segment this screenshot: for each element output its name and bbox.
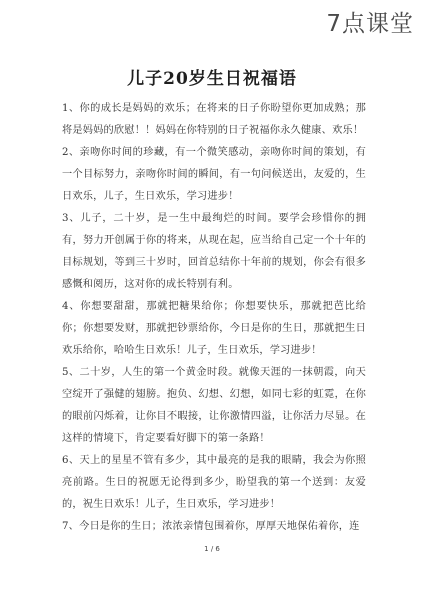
- paragraph-5: 5、二十岁，人生的第一个黄金时段。就像天涯的一抹朝霞，向天空绽开了强健的翅膀。抱负、幻想、幻想，如同七彩的虹霓，在你的眼前闪烁着，让你目不暇接，让你激情四溢，让你活力尽显。在这样的情境下，肯定要看好脚下的第一条路！: [62, 367, 366, 444]
- paragraph-1: 1、你的成长是妈妈的欢乐；在将来的日子你盼望你更加成熟；那将是妈妈的欣慰！！妈妈在你特别的日子祝福你永久健康、欢乐！: [62, 103, 366, 136]
- paragraph-7: 7、今日是你的生日；浓浓亲情包围着你，厚厚天地保佑着你，连: [62, 521, 360, 532]
- document-body: [62, 98, 366, 538]
- paragraph-3: 3、儿子，二十岁，是一生中最绚烂的时间。要学会珍惜你的拥有，努力开创属于你的将来，从现在起，应当给自己定一个十年的目标规划，等到三十岁时，回首总结你十年前的规划，你会有很多感慨和阅历，这对你的成长特别有利。: [62, 213, 366, 290]
- page-number: 1 / 6: [204, 545, 220, 553]
- document-page: [0, 40, 424, 600]
- document-title: 儿子20岁生日祝福语: [127, 69, 297, 89]
- paragraph-4: 4、你想要甜甜，那就把糖果给你；你想要快乐，那就把芭比给你；你想要发财，那就把钞票给你，今日是你的生日，那就把生日欢乐给你，哈哈生日欢乐！儿子，生日欢乐，学习进步！: [62, 301, 366, 356]
- paragraph-2: 2、亲吻你时间的珍藏，有一个微笑感动，亲吻你时间的策划，有一个目标努力，亲吻你时间的瞬间，有一句问候送出，友爱的，生日欢乐，儿子，生日欢乐，学习进步！: [62, 147, 366, 202]
- paragraph-6: 6、天上的星星不管有多少，其中最亮的是我的眼睛，我会为你照亮前路。生日的祝愿无论得到多少，盼望我的第一个送到：友爱的，祝生日欢乐！儿子，生日欢乐，学习进步！: [62, 455, 366, 510]
- watermark-logo: 7点课堂: [326, 11, 414, 37]
